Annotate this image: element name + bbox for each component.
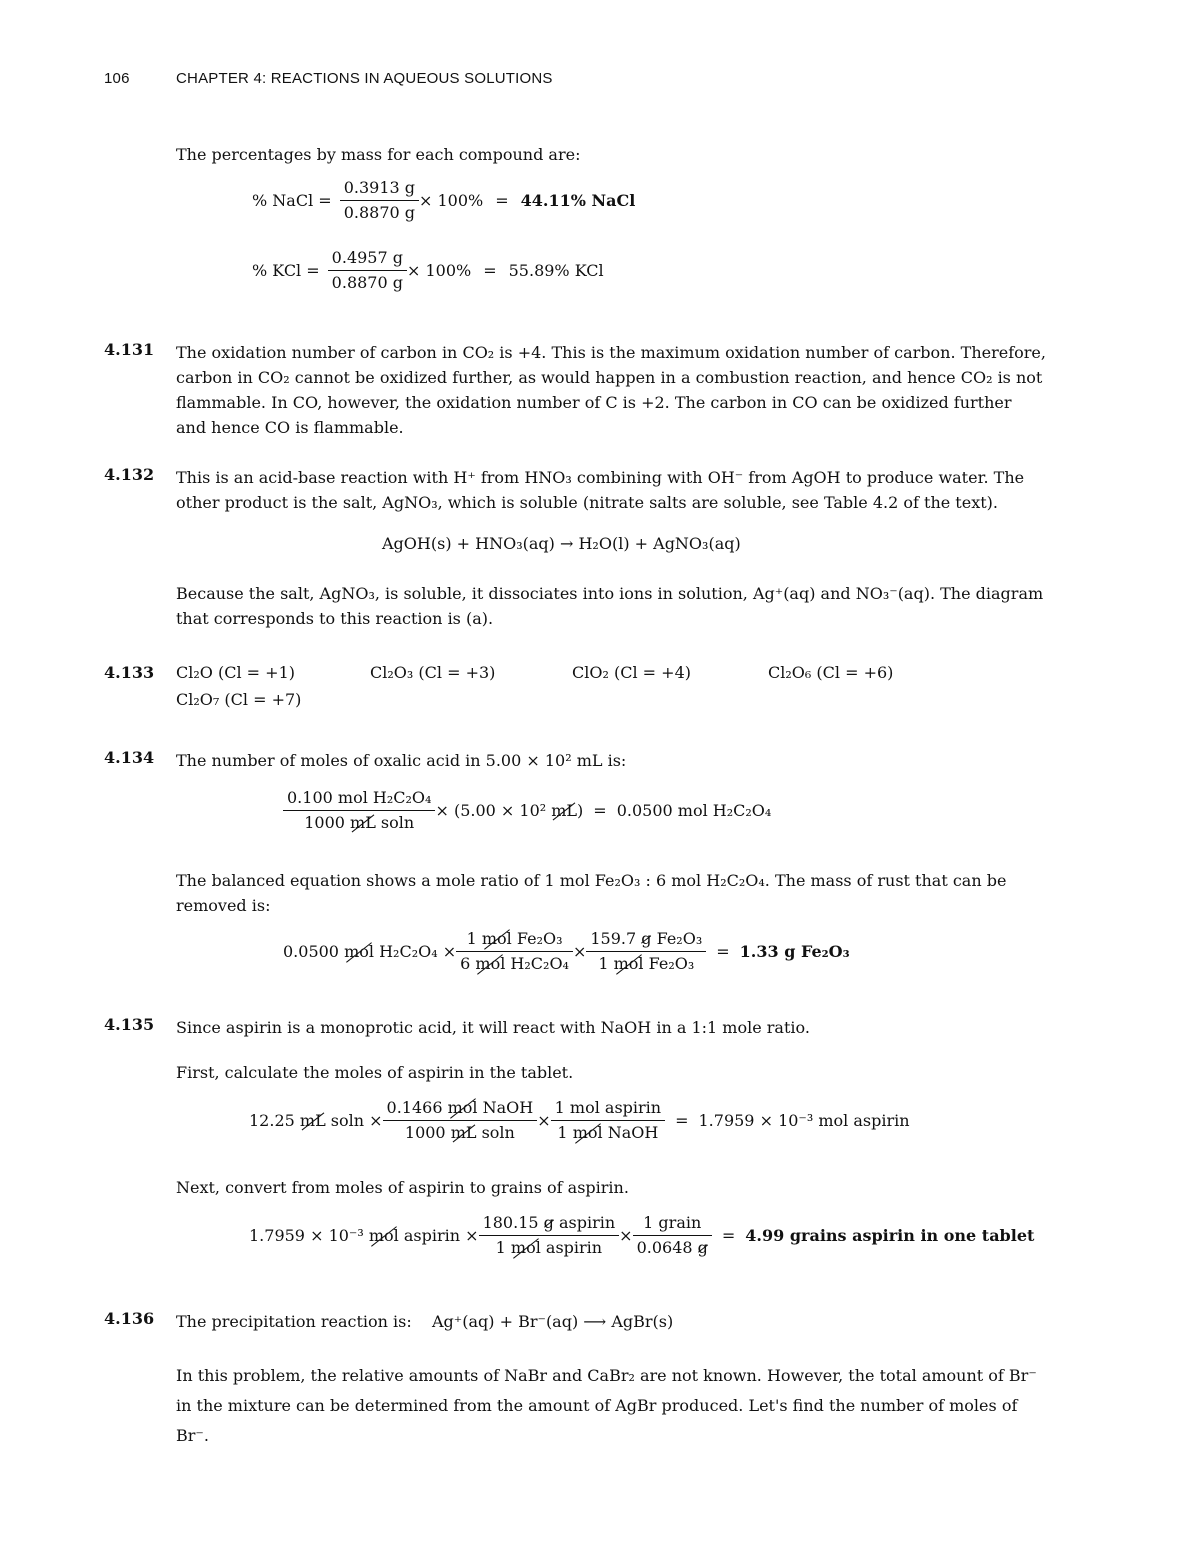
problem-136-label: The precipitation reaction is: [176,1312,412,1331]
intro-text: The percentages by mass for each compound are: [176,145,581,164]
problem-131-text: The oxidation number of carbon in CO₂ is +4. This is the maximum oxidation number of carbon. Therefore, carbon in CO₂ cannot be oxidized further, as would happen in a combustion reaction, and hence CO₂ is not flammable. In CO, however, the oxidation number of C is +2. The carbon in CO can be oxidized further and hence CO is flammable. [176,343,1046,437]
aspirin-moles-result: 1.7959 × 10⁻³ mol aspirin [698,1111,910,1130]
kcl-result: 55.89% KCl [508,261,604,280]
rust-fraction-2 [586,927,706,976]
problem-136-equation: Ag⁺(aq) + Br⁻(aq) ⟶ AgBr(s) [432,1312,674,1331]
aspirin-moles-lhs: 12.25 mL soln × [249,1111,383,1130]
aspirin-moles-f2-denominator: 1 mol NaOH [551,1121,665,1145]
nacl-fraction [340,176,419,225]
nacl-denominator: 0.8870 g [343,203,415,222]
nacl-numerator: 0.3913 g [340,176,419,201]
aspirin-moles-f2-numerator: 1 mol aspirin [551,1096,665,1121]
aspirin-grains-times: × [619,1226,633,1245]
rust-fraction-2-numerator: 159.7 g Fe₂O₃ [586,927,706,952]
kcl-denominator: 0.8870 g [331,273,403,292]
kcl-fraction [328,246,407,295]
problem-number-133: 4.133 [104,663,155,682]
page-number: 106 [104,70,130,87]
rust-fraction-2-denominator: 1 mol Fe₂O₃ [586,952,706,976]
problem-132-text2: Because the salt, AgNO₃, is soluble, it dissociates into ions in solution, Ag⁺(aq) and NO₃⁻(aq). The diagram that corresponds to this reaction is (a). [176,584,1044,628]
oxide-item-5: Cl₂O₇ (Cl = +7) [176,690,302,709]
rust-equals: = [716,942,730,961]
oxalic-equals: = [593,801,607,820]
nacl-result: 44.11% NaCl [520,191,636,210]
oxalic-denominator: 1000 mL soln [283,811,435,835]
problem-132-text: This is an acid-base reaction with H⁺ from HNO₃ combining with OH⁻ from AgOH to produce water. The other product is the salt, AgNO₃, which is soluble (nitrate salts are soluble, see Table 4.2 of the text). [176,468,1025,512]
oxide-item-4: Cl₂O₆ (Cl = +6) [768,663,894,682]
oxalic-fraction [283,786,435,835]
problem-135-text2: First, calculate the moles of aspirin in the tablet. [176,1063,574,1082]
kcl-mult: × 100% [406,261,472,280]
aspirin-grains-fraction-2 [633,1211,712,1260]
aspirin-grains-equation [249,1211,1034,1260]
nacl-lhs: % NaCl = [252,191,332,210]
kcl-equals: = [483,261,497,280]
nacl-equation [252,176,635,225]
problem-number-136: 4.136 [104,1309,155,1328]
problem-135-text3: Next, convert from moles of aspirin to grains of aspirin. [176,1178,629,1197]
problem-number-132: 4.132 [104,465,155,484]
aspirin-moles-times: × [537,1111,551,1130]
oxide-item-3: ClO₂ (Cl = +4) [572,663,691,682]
aspirin-moles-f1-numerator: 0.1466 mol NaOH [383,1096,538,1121]
oxalic-numerator: 0.100 mol H₂C₂O₄ [283,786,435,811]
oxide-item-1: Cl₂O (Cl = +1) [176,663,295,682]
aspirin-grains-f1-numerator: 180.15 g aspirin [479,1211,620,1236]
rust-fraction-1 [456,927,573,976]
problem-134-text: The number of moles of oxalic acid in 5.00 × 10² mL is: [176,751,627,770]
aspirin-grains-lhs: 1.7959 × 10⁻³ mol aspirin × [249,1226,479,1245]
oxide-item-2: Cl₂O₃ (Cl = +3) [370,663,496,682]
problem-number-131: 4.131 [104,340,155,359]
aspirin-grains-equals: = [721,1226,736,1245]
rust-result: 1.33 g Fe₂O₃ [739,942,850,961]
chapter-title: CHAPTER 4: REACTIONS IN AQUEOUS SOLUTIONS [176,70,553,87]
problem-number-135: 4.135 [104,1015,155,1034]
rust-fraction-1-denominator: 6 mol H₂C₂O₄ [456,952,573,976]
problem-135-text: Since aspirin is a monoprotic acid, it will react with NaOH in a 1:1 mole ratio. [176,1018,810,1037]
aspirin-moles-equation [249,1096,910,1145]
rust-mass-equation [283,927,850,976]
nacl-mult: × 100% [419,191,484,210]
rust-fraction-1-numerator: 1 mol Fe₂O₃ [456,927,573,952]
kcl-equation [252,246,604,295]
rust-times: × [572,942,587,961]
aspirin-grains-f2-numerator: 1 grain [633,1211,712,1236]
rust-lhs: 0.0500 mol H₂C₂O₄ × [283,942,457,961]
problem-134-text2: The balanced equation shows a mole ratio of 1 mol Fe₂O₃ : 6 mol H₂C₂O₄. The mass of rust that can be removed is: [176,871,1007,915]
kcl-numerator: 0.4957 g [328,246,407,271]
problem-132-equation: AgOH(s) + HNO₃(aq) → H₂O(l) + AgNO₃(aq) [382,534,741,553]
problem-number-134: 4.134 [104,748,155,767]
kcl-lhs: % KCl = [252,261,320,280]
nacl-equals: = [495,191,509,210]
aspirin-grains-fraction-1 [479,1211,620,1260]
aspirin-moles-fraction-2 [551,1096,665,1145]
aspirin-moles-fraction-1 [383,1096,538,1145]
aspirin-moles-f1-denominator: 1000 mL soln [383,1121,538,1145]
aspirin-moles-equals: = [675,1111,689,1130]
aspirin-grains-f1-denominator: 1 mol aspirin [479,1236,620,1260]
aspirin-grains-result: 4.99 grains aspirin in one tablet [745,1226,1035,1245]
oxalic-result: 0.0500 mol H₂C₂O₄ [616,801,772,820]
problem-136-text: In this problem, the relative amounts of NaBr and CaBr₂ are not known. However, the total amount of Br⁻ in the mixture can be determined from the amount of AgBr produced. Let's find the number of moles of Br⁻. [176,1366,1037,1445]
oxalic-moles-equation [283,786,771,835]
aspirin-grains-f2-denominator: 0.0648 g [633,1236,712,1260]
oxalic-volume: × (5.00 × 10² mL) [435,801,584,820]
